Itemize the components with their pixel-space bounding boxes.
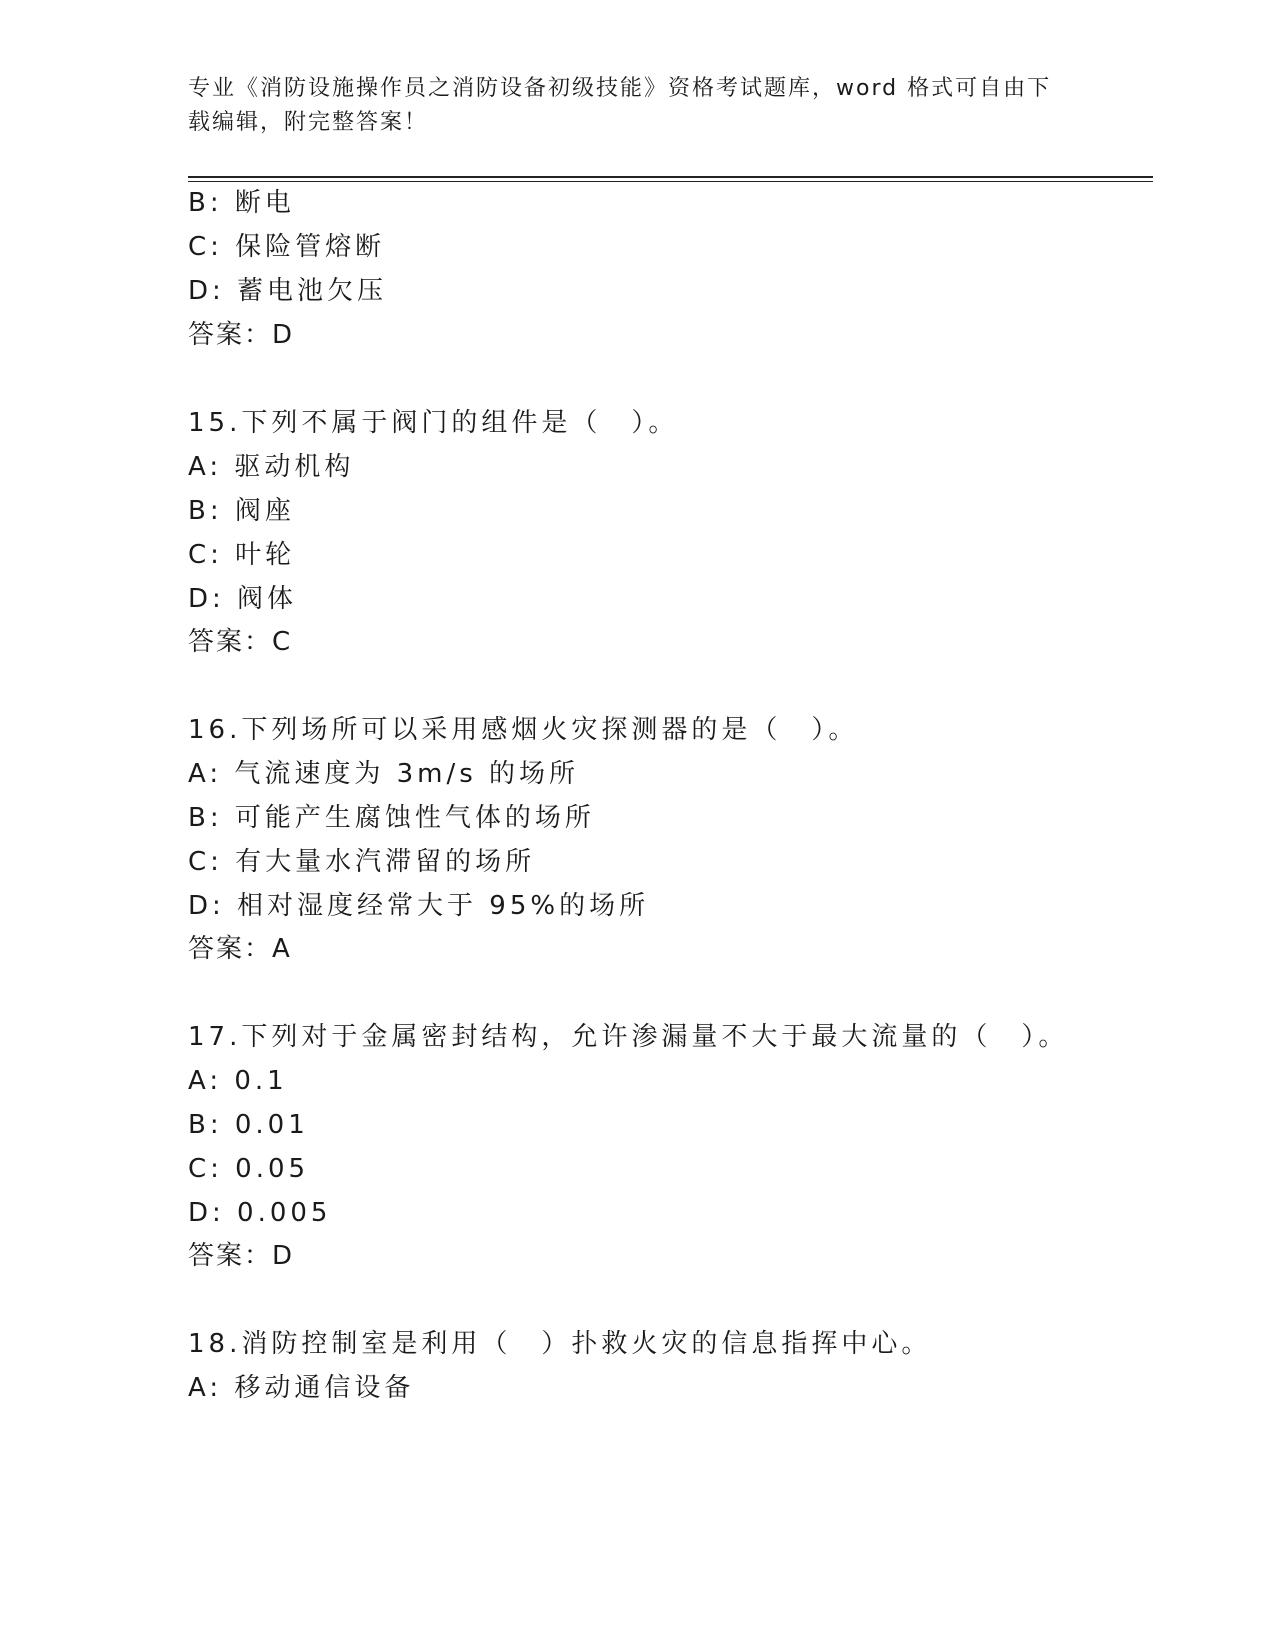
answer: 答案：A	[188, 934, 292, 964]
option-c: C: 叶轮	[188, 540, 296, 570]
option-d: D: 蓄电池欠压	[188, 276, 388, 306]
question-stem: 17.下列对于金属密封结构，允许渗漏量不大于最大流量的（ ）。	[188, 1022, 1069, 1052]
option-b: B: 0.01	[188, 1110, 309, 1140]
option-b: B: 断电	[188, 188, 295, 218]
header-divider-thin	[188, 181, 1153, 182]
option-c: C: 0.05	[188, 1154, 310, 1184]
option-b: B: 可能产生腐蚀性气体的场所	[188, 803, 595, 833]
answer: 答案：D	[188, 320, 295, 350]
option-a: A: 气流速度为 3m/s 的场所	[188, 759, 580, 789]
option-d: D: 0.005	[188, 1198, 332, 1228]
option-c: C: 有大量水汽滞留的场所	[188, 847, 536, 877]
question-stem: 16.下列场所可以采用感烟火灾探测器的是（ ）。	[188, 715, 859, 745]
option-c: C: 保险管熔断	[188, 232, 386, 262]
option-d: D: 阀体	[188, 584, 298, 614]
question-stem: 15.下列不属于阀门的组件是（ ）。	[188, 408, 679, 438]
option-a: A: 驱动机构	[188, 452, 355, 482]
header-line-2: 载编辑，附完整答案！	[188, 110, 429, 135]
option-d: D: 相对湿度经常大于 95%的场所	[188, 891, 650, 921]
option-a: A: 移动通信设备	[188, 1373, 415, 1403]
question-stem: 18.消防控制室是利用（ ）扑救火灾的信息指挥中心。	[188, 1329, 932, 1359]
answer: 答案：C	[188, 627, 293, 657]
header-line-1: 专业《消防设施操作员之消防设备初级技能》资格考试题库，word 格式可自由下	[188, 76, 1052, 101]
option-a: A: 0.1	[188, 1066, 288, 1096]
option-b: B: 阀座	[188, 496, 295, 526]
header-divider	[188, 176, 1153, 178]
page-header	[188, 72, 1068, 140]
answer: 答案：D	[188, 1241, 295, 1271]
